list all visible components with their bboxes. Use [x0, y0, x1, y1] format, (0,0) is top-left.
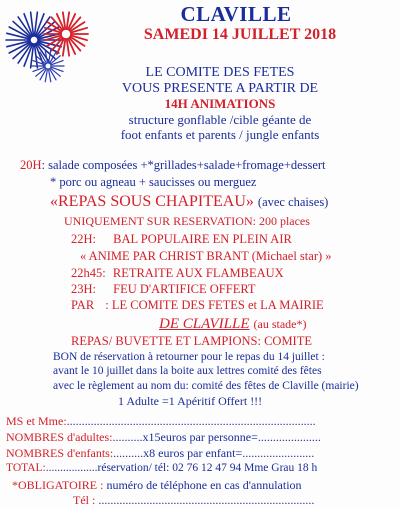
intro-line-4: structure gonflable /cible géante de — [128, 112, 312, 127]
par-label: PAR — [71, 298, 95, 312]
tel-field[interactable]: ........................................................................ — [98, 493, 315, 507]
enfants-field[interactable]: ..........x8 euros par enfant=........................ — [113, 446, 315, 460]
menu-line-1 — [20, 159, 326, 172]
feu-time: 23H: — [71, 282, 96, 296]
buvette-line: REPAS/ BUVETTE ET LAMPIONS: COMITE — [71, 334, 312, 348]
retraite-line — [71, 267, 284, 280]
stade-text: (au stade*) — [253, 317, 307, 331]
bal-line — [71, 233, 292, 246]
anime-text: « ANIME PAR CHRIST BRANT — [80, 249, 249, 263]
anime-note: (Michael star) » — [251, 249, 332, 263]
repas-title-line — [50, 194, 328, 210]
bal-text: BAL POPULAIRE EN PLEIN AIR — [113, 232, 292, 246]
bon-line-2: avant le 10 juillet dans la boite aux lettres comité des fêtes — [53, 365, 322, 377]
reservation-line: UNIQUEMENT SUR RESERVATION: 200 places — [64, 214, 310, 228]
intro-line-5: foot enfants et parents / jungle enfants — [120, 127, 320, 142]
form-tel-line — [73, 494, 314, 506]
anime-line — [80, 250, 332, 263]
bal-time: 22H: — [71, 232, 96, 246]
menu-items: : salade composées +*grillades+salade+fromage+dessert — [41, 158, 326, 172]
ms-label: MS et Mme: — [6, 414, 67, 428]
total-label: TOTAL: — [6, 462, 46, 474]
menu-line-2: * porc ou agneau + saucisses ou merguez — [50, 175, 257, 189]
retraite-time: 22h45: — [71, 266, 106, 280]
bon-line-4: 1 Adulte =1 Apéritif Offert !!! — [118, 394, 263, 408]
adultes-field[interactable]: ..........x15euros par personne=..................... — [112, 430, 321, 444]
intro-line-3: 14H ANIMATIONS — [164, 96, 276, 111]
form-adultes-line — [6, 431, 321, 443]
adultes-label: NOMBRES d'adultes: — [6, 430, 113, 444]
form-oblig-line — [12, 479, 302, 491]
total-field[interactable]: ..................réservation/ tél: 02 76 12 47 94 Mme Grau 18 h — [45, 462, 318, 474]
claville-text: DE CLAVILLE — [159, 316, 250, 332]
feu-text: FEU D'ARTIFICE OFFERT — [113, 282, 256, 296]
bon-line-1: BON de réservation à retourner pour le repas du 14 juillet : — [53, 351, 325, 363]
tel-label: Tél : — [73, 493, 96, 507]
form-total-line — [6, 463, 317, 475]
repas-note: (avec chaises) — [257, 195, 329, 209]
event-date: SAMEDI 14 JUILLET 2018 — [143, 26, 337, 43]
enfants-label: NOMBRES d'enfants: — [6, 446, 114, 460]
form-enfants-line — [6, 447, 314, 459]
menu-time: 20H — [20, 158, 42, 172]
oblig-label: *OBLIGATOIRE : — [12, 478, 104, 492]
par-line — [71, 299, 324, 312]
par-text: : LE COMITE DES FETES et LA MAIRIE — [105, 298, 324, 312]
oblig-text: numéro de téléphone en cas d'annulation — [106, 478, 302, 492]
retraite-text: RETRAITE AUX FLAMBEAUX — [112, 266, 284, 280]
form-ms-line — [6, 415, 316, 427]
feu-line — [71, 283, 256, 296]
bon-line-3: avec le règlement au nom du: comité des fêtes de Claville (mairie) — [53, 380, 359, 392]
town-title: CLAVILLE — [180, 2, 292, 26]
intro-line-1: LE COMITE DES FETES — [145, 65, 295, 80]
ms-field[interactable]: ................................................................................... — [66, 414, 316, 428]
intro-line-2: VOUS PRESENTE A PARTIR DE — [121, 81, 319, 96]
claville-line — [159, 316, 307, 332]
repas-title: «REPAS SOUS CHAPITEAU» — [50, 193, 254, 210]
